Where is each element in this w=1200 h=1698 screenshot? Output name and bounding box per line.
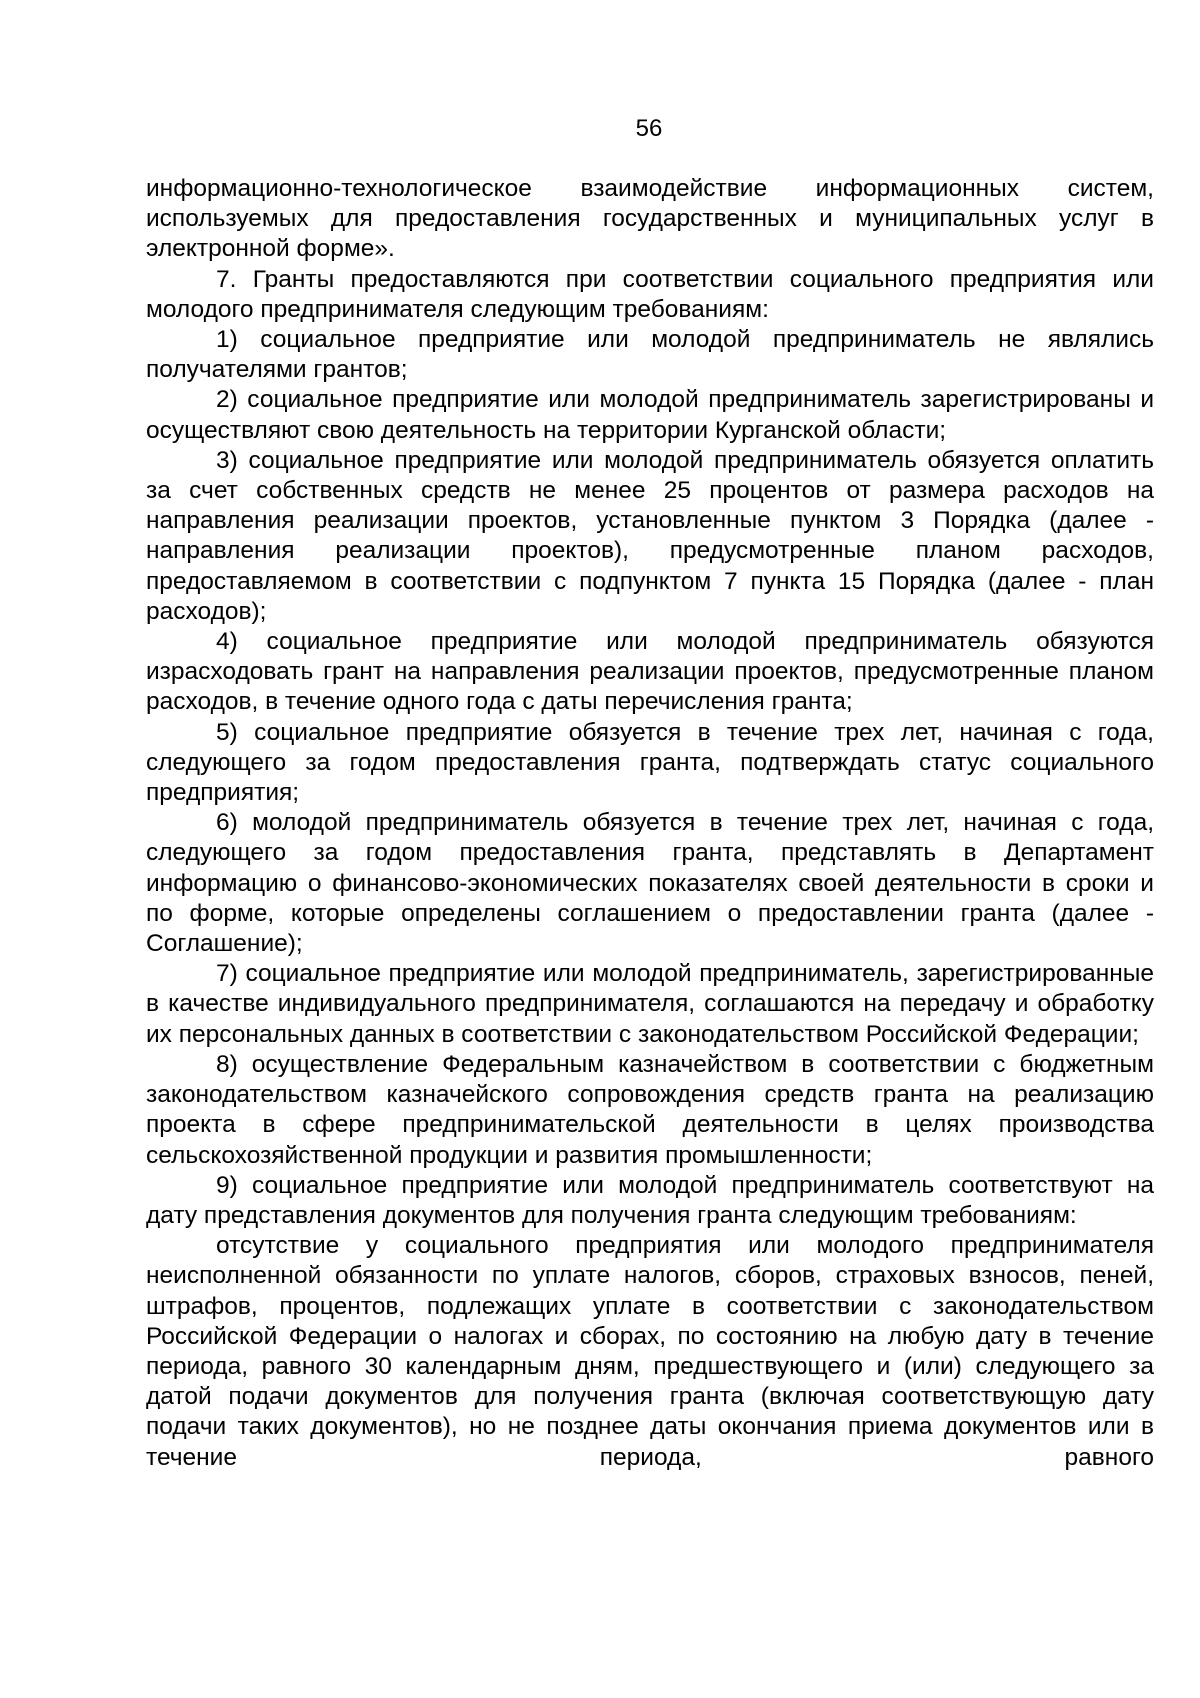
document-body: [146, 174, 1154, 1473]
page-number: 56: [635, 115, 663, 142]
list-item-1: 1) социальное предприятие или молодой предприниматель не являлись получателями грантов;: [146, 326, 1154, 384]
list-item-5: 5) социальное предприятие обязуется в течение трех лет, начиная с года, следующего за годом предоставления гранта, подтверждать статус социального предприятия;: [146, 718, 1154, 807]
paragraph-item-7: 7. Гранты предоставляются при соответствии социального предприятия или молодого предпринимателя следующим требованиям:: [146, 265, 1154, 323]
list-item-4: 4) социальное предприятие или молодой предприниматель обязуются израсходовать грант на направления реализации проектов, предусмотренные планом расходов, в течение одного года с даты перечисления гранта;: [146, 628, 1154, 716]
paragraph-requirement: отсутствие у социального предприятия или молодого предпринимателя неисполненной обязанности по уплате налогов, сборов, страховых взносов, пеней, штрафов, процентов, подлежащих уплате в соответствии с законодательством Российской Федерации о налогах и сборах, по состоянию на любую дату в течение периода, равного 30 календарным дням, предшествующего и (или) следующего за датой подачи документов для получения гранта (включая соответствующую дату подачи таких документов), но не позднее даты окончания приема документов или в течение периода, равного: [146, 1232, 1154, 1471]
list-item-8: 8) осуществление Федеральным казначейством в соответствии с бюджетным законодательством казначейского сопровождения средств гранта на реализацию проекта в сфере предпринимательской деятельности в целях производства сельскохозяйственной продукции и развития промышленности;: [146, 1050, 1154, 1169]
list-item-7: 7) социальное предприятие или молодой предприниматель, зарегистрированные в качестве индивидуального предпринимателя, соглашаются на передачу и обработку их персональных данных в соответствии с законодательством Российской Федерации;: [146, 960, 1154, 1048]
list-item-6: 6) молодой предприниматель обязуется в течение трех лет, начиная с года, следующего за годом предоставления гранта, представлять в Департамент информацию о финансово-экономических показателях своей деятельности в сроки и по форме, которые определены соглашением о предоставлении гранта (далее - Соглашение);: [146, 809, 1154, 958]
paragraph-continuation: информационно-технологическое взаимодействие информационных систем, используемых для предоставления государственных и муниципальных услуг в электронной форме».: [146, 175, 1154, 263]
list-item-9: 9) социальное предприятие или молодой предприниматель соответствуют на дату представления документов для получения гранта следующим требованиям:: [146, 1171, 1154, 1229]
list-item-2: 2) социальное предприятие или молодой предприниматель зарегистрированы и осуществляют свою деятельность на территории Курганской области;: [146, 386, 1154, 444]
list-item-3: 3) социальное предприятие или молодой предприниматель обязуется оплатить за счет собственных средств не менее 25 процентов от размера расходов на направления реализации проектов, установленные пунктом 3 Порядка (далее - направления реализации проектов), предусмотренные планом расходов, предоставляемом в соответствии с подпунктом 7 пункта 15 Порядка (далее - план расходов);: [146, 446, 1154, 625]
